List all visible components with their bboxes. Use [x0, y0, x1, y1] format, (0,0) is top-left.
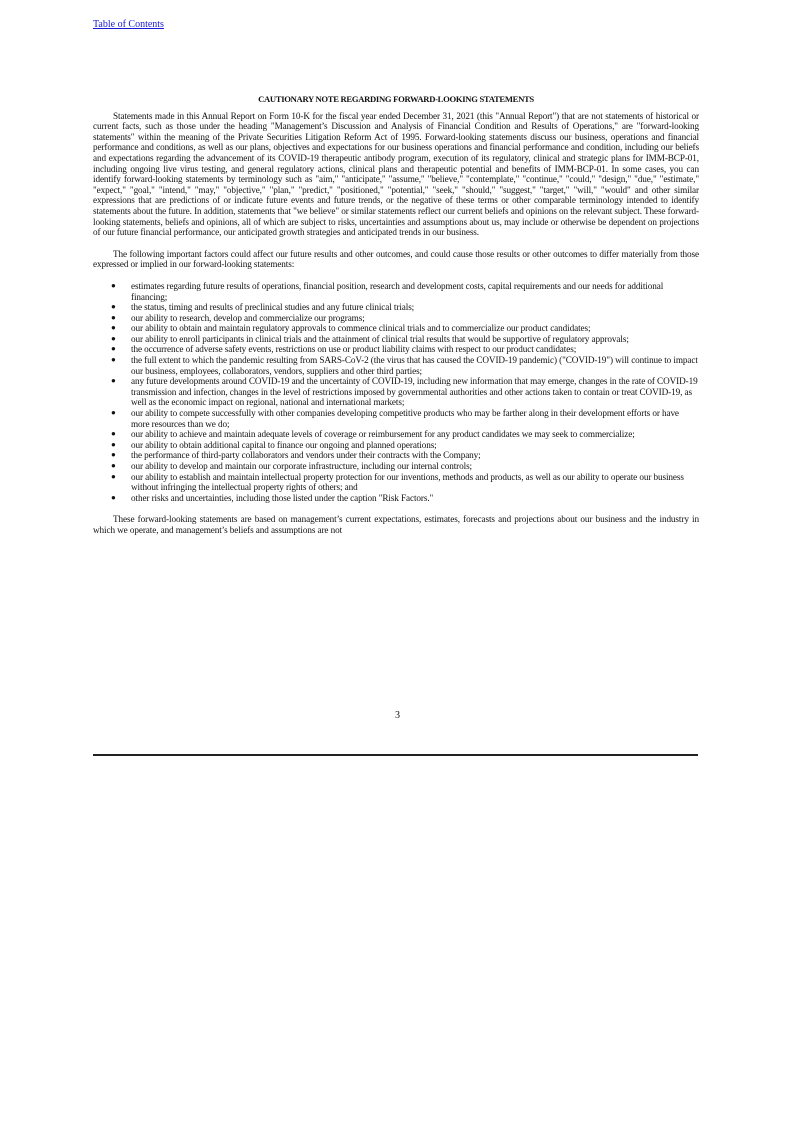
bullet-icon: ● — [111, 429, 116, 439]
bullet-icon: ● — [111, 450, 116, 460]
list-item — [93, 440, 699, 451]
paragraph-gap — [93, 238, 699, 249]
list-item — [93, 450, 699, 461]
list-item-text: the full extent to which the pandemic resulting from SARS-CoV-2 (the virus that has caused the COVID-19 pandemic) ("COVID-19") will continue to impact our business, employees, collaborators, vendors, suppliers and other third parties; — [131, 355, 698, 376]
bullet-icon: ● — [111, 439, 116, 449]
bullet-icon: ● — [111, 461, 116, 470]
bullet-icon: ● — [111, 344, 116, 354]
list-item — [93, 376, 699, 408]
list-item-text: the performance of third-party collaborators and vendors under their contracts with the Company; — [131, 450, 481, 461]
list-item-text: our ability to compete successfully with other companies developing competitive products who may be farther along in their development efforts or have more resources than we do; — [131, 408, 679, 429]
list-item-text: our ability to obtain additional capital to finance our ongoing and planned operations; — [131, 439, 437, 450]
list-item — [93, 355, 699, 376]
list-item — [93, 493, 699, 504]
bullet-icon: ● — [111, 302, 116, 312]
list-item-text: estimates regarding future results of operations, financial position, research and development costs, capital requirements and our needs for additional financing; — [131, 280, 664, 302]
bullet-icon: ● — [111, 333, 116, 343]
bullet-icon: ● — [111, 471, 116, 481]
intro-paragraph: Statements made in this Annual Report on Form 10-K for the fiscal year ended December 31, 2021 (this "Annual Report") that are not statements of historical or current facts, such as those under the heading "Management’s Discussion and Analysis of Financial Condition and Results of Operations," are "forward-looking statements" within the meaning of the Private Securities Litigation Reform Act of 1995. Forward-looking statements discuss our business, operations and financial performance and conditions, as well as our plans, objectives and expectations for our business operations and financial performance and condition, including our beliefs and expectations regarding the advancement of its COVID-19 therapeutic antibody program, execution of its regulatory, clinical and strategic plans for IMM-BCP-01, including ongoing live virus testing, and general regulatory actions, clinical plans and therapeutic potential and benefits of IMM-BCP-01. In some cases, you can identify forward-looking statements by terminology such as "aim," "anticipate," "assume," "believe," "contemplate," "continue," "could," "design," "due," "estimate," "expect," "goal," "intend," "may," "objective," "plan," "predict," "positioned," "potential," "seek," "should," "suggest," "target," "will," "would" and other similar expressions that are predictions of or indicate future events and future trends, or the negative of these terms or other comparable terminology intended to identify statements about the future. In addition, statements that "we believe" or similar statements reflect our current beliefs and opinions on the relevant subject. These forward-looking statements, beliefs and opinions, all of which are subject to risks, uncertainties and assumptions about us, may include or otherwise be dependent on projections of our future financial performance, our anticipated growth strategies and anticipated trends in our business. — [93, 110, 699, 238]
bullet-icon: ● — [111, 280, 116, 290]
list-item — [93, 334, 699, 345]
list-item-text: other risks and uncertainties, including those listed under the caption "Risk Factors." — [131, 492, 434, 503]
bullet-icon: ● — [111, 355, 116, 365]
paragraph-gap — [93, 270, 699, 281]
list-item — [93, 302, 699, 313]
footer-divider — [93, 754, 698, 756]
list-item-text: our ability to research, develop and commercialize our programs; — [131, 312, 365, 323]
bullet-icon: ● — [111, 376, 116, 386]
list-item — [93, 429, 699, 440]
table-of-contents-link[interactable]: Table of Contents — [93, 19, 164, 30]
list-item — [93, 408, 699, 429]
list-item-text: our ability to develop and maintain our corporate infrastructure, including our internal controls; — [131, 461, 473, 471]
closing-paragraph: These forward-looking statements are based on management’s current expectations, estimates, forecasts and projections about our business and the industry in which we operate, and management’s beliefs and assumptions are not — [93, 514, 699, 535]
list-item-text: any future developments around COVID-19 and the uncertainty of COVID-19, including new information that may emerge, changes in the rate of COVID-19 transmission and infection, changes in the level of restrictions imposed by governmental authorities and other actions taken to contain or treat COVID-19, as well as the economic impact on regional, national and international markets; — [131, 376, 698, 408]
list-item-text: our ability to achieve and maintain adequate levels of coverage or reimbursement for any product candidates we may seek to commercialize; — [131, 429, 635, 440]
list-item — [93, 472, 699, 493]
list-item-text: the occurrence of adverse safety events, restrictions on use or product liability claims with respect to our product candidates; — [131, 344, 577, 355]
section-title: CAUTIONARY NOTE REGARDING FORWARD-LOOKING STATEMENTS — [258, 94, 534, 104]
list-item — [93, 281, 699, 302]
page-body — [93, 94, 699, 536]
factors-paragraph: The following important factors could affect our future results and other outcomes, and could cause those results or other outcomes to differ materially from those expressed or implied in our forward-looking statements: — [93, 248, 699, 270]
list-item-text: our ability to establish and maintain intellectual property protection for our inventions, methods and products, as well as our ability to operate our business without infringing the intellectual property rights of others; and — [131, 471, 684, 493]
list-item-text: our ability to obtain and maintain regulatory approvals to commence clinical trials and to commercialize our product candidates; — [131, 323, 591, 334]
paragraph-gap — [93, 503, 699, 514]
list-item — [93, 313, 699, 324]
page-number: 3 — [395, 710, 400, 721]
risk-factors-list — [93, 281, 699, 503]
list-item-text: the status, timing and results of preclinical studies and any future clinical trials; — [131, 302, 415, 313]
bullet-icon: ● — [111, 312, 116, 322]
list-item — [93, 461, 699, 472]
bullet-icon: ● — [111, 408, 116, 418]
list-item — [93, 344, 699, 355]
list-item — [93, 323, 699, 334]
list-item-text: our ability to enroll participants in clinical trials and the attainment of clinical trial results that would be supportive of regulatory approvals; — [131, 333, 629, 344]
bullet-icon: ● — [111, 492, 116, 502]
bullet-icon: ● — [111, 323, 116, 333]
